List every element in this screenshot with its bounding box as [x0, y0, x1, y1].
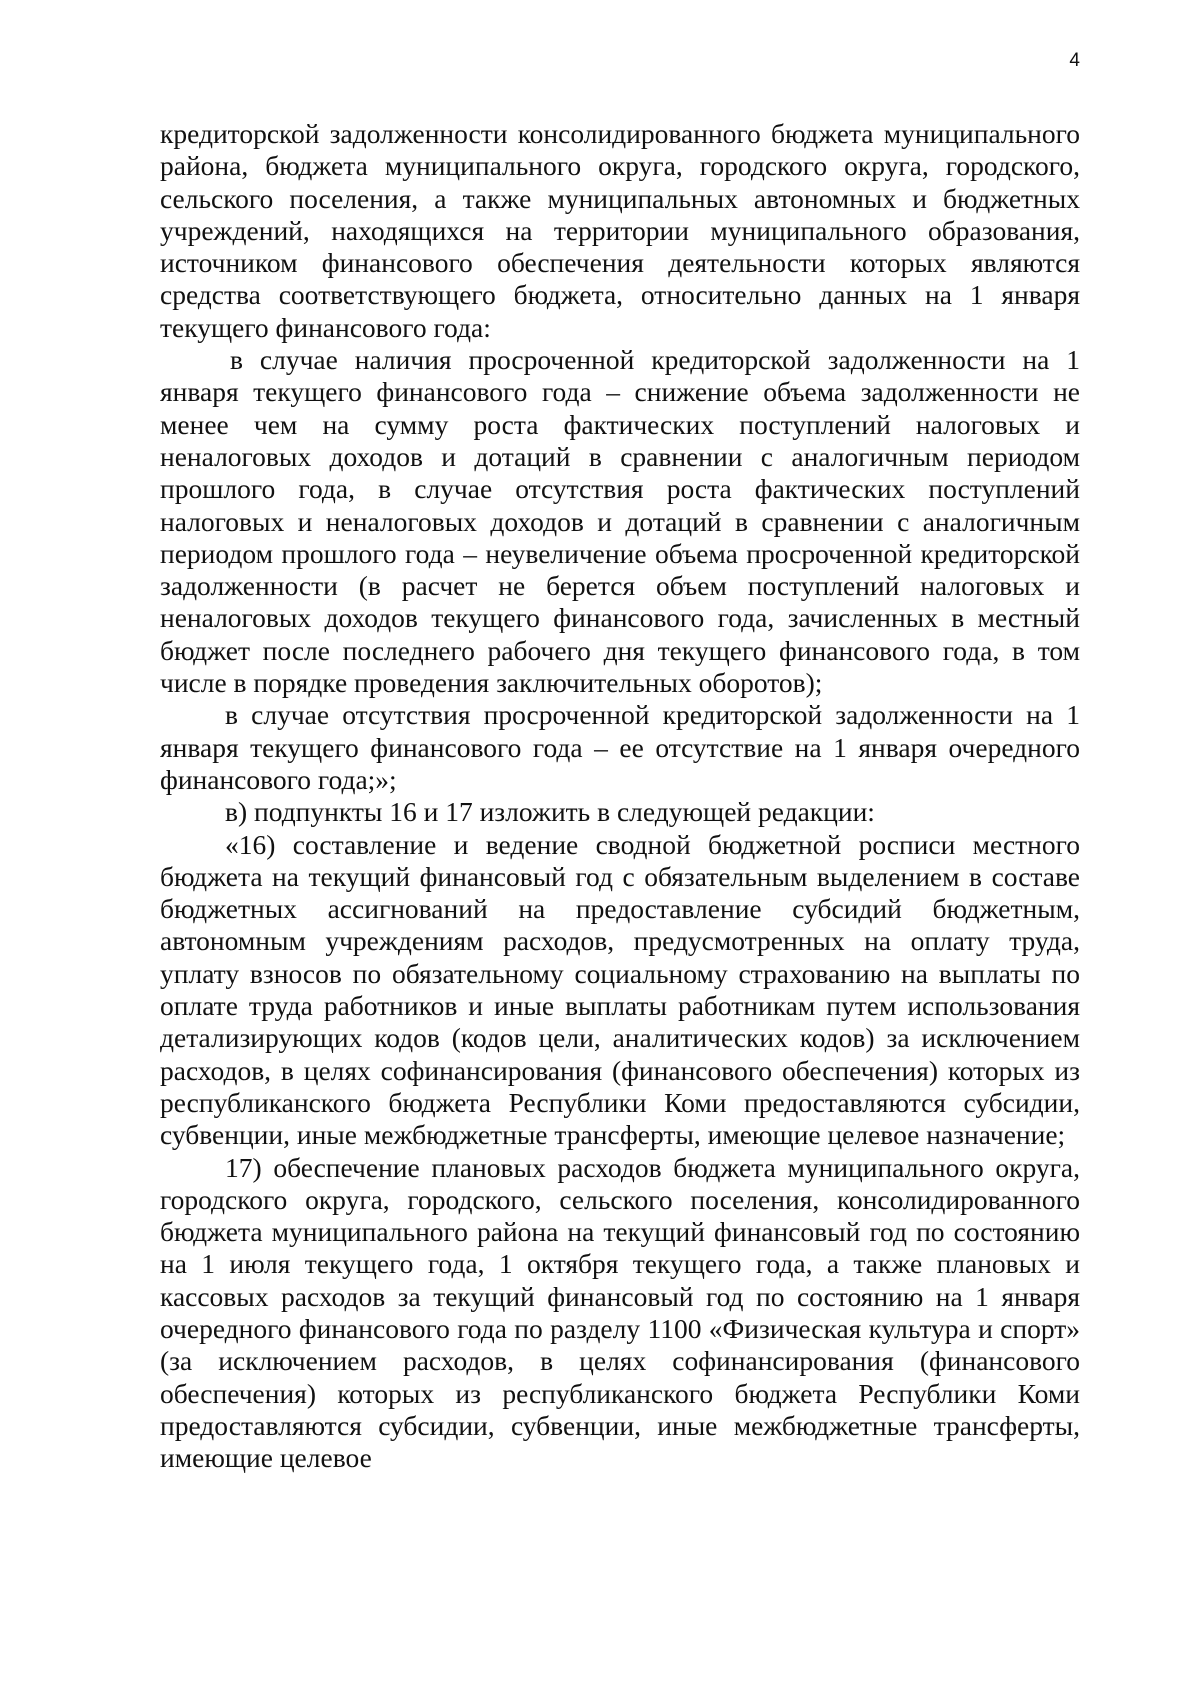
paragraph-subitem-v: в) подпункты 16 и 17 изложить в следующей редакции:	[225, 796, 875, 828]
paragraph-item-17: 17) обеспечение плановых расходов бюджета муниципального округа, городского округа, городского, сельского поселения, консолидированного бюджета муниципального района на текущий финансовый год по состоянию на 1 июля текущего года, 1 октября текущего года, а также плановых и кассовых расходов за текущий финансовый год по состоянию на 1 января очередного финансового года по разделу 1100 «Физическая культура и спорт» (за исключением расходов, в целях софинансирования (финансового обеспечения) которых из республиканского бюджета Республики Коми предоставляются субсидии, субвенции, иные межбюджетные трансферты, имеющие целевое	[160, 1151, 1080, 1474]
paragraph-overdue-debt-case: в случае наличия просроченной кредиторской задолженности на 1 января текущего финансового года – снижение объема задолженности не менее чем на сумму роста фактических поступлений налоговых и неналоговых доходов и дотаций в сравнении с аналогичным периодом прошлого года, в случае отсутствия роста фактических поступлений налоговых и неналоговых доходов и дотаций в сравнении с аналогичным периодом прошлого года – неувеличение объема просроченной кредиторской задолженности (в расчет не берется объем поступлений налоговых и неналоговых доходов текущего финансового года, зачисленных в местный бюджет после последнего рабочего дня текущего финансового года, в том числе в порядке проведения заключительных оборотов);	[160, 344, 1080, 699]
document-body	[160, 118, 1080, 1474]
page-number: 4	[1069, 50, 1080, 71]
paragraph-continuation: кредиторской задолженности консолидированного бюджета муниципального района, бюджета муниципального округа, городского округа, городского, сельского поселения, а также муниципальных автономных и бюджетных учреждений, находящихся на территории муниципального образования, источником финансового обеспечения деятельности которых являются средства соответствующего бюджета, относительно данных на 1 января текущего финансового года:	[160, 118, 1080, 343]
paragraph-no-overdue-debt-case: в случае отсутствия просроченной кредиторской задолженности на 1 января текущего финансового года – ее отсутствие на 1 января очередного финансового года;»;	[160, 699, 1080, 795]
paragraph-item-16: «16) составление и ведение сводной бюджетной росписи местного бюджета на текущий финансовый год с обязательным выделением в составе бюджетных ассигнований на предоставление субсидий бюджетным, автономным учреждениям расходов, предусмотренных на оплату труда, уплату взносов по обязательному социальному страхованию на выплаты по оплате труда работников и иные выплаты работникам путем использования детализирующих кодов (кодов цели, аналитических кодов) за исключением расходов, в целях софинансирования (финансового обеспечения) которых из республиканского бюджета Республики Коми предоставляются субсидии, субвенции, иные межбюджетные трансферты, имеющие целевое назначение;	[160, 828, 1080, 1151]
